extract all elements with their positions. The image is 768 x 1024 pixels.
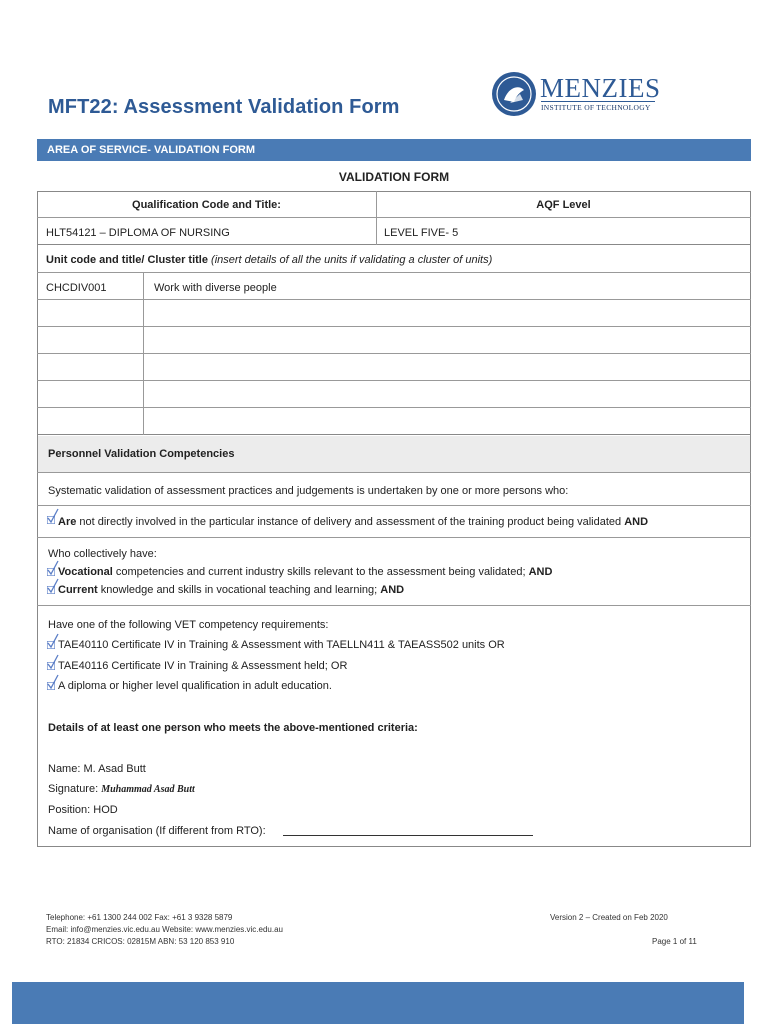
criterion-current: Current knowledge and skills in vocational teaching and learning; AND — [58, 584, 405, 596]
position-field: Position: HOD — [48, 804, 118, 816]
checkbox-icon[interactable]: ☐ — [46, 640, 56, 652]
footer-rto: RTO: 21834 CRICOS: 02815M ABN: 53 120 853 910 — [46, 937, 235, 946]
signature-field: Signature: Muhammad Asad Butt — [48, 783, 195, 795]
vet-item: TAE40110 Certificate IV in Training & Assessment with TAELLN411 & TAEASS502 units OR — [58, 639, 505, 651]
footer-version: Version 2 – Created on Feb 2020 — [550, 913, 668, 922]
aqf-level-value: LEVEL FIVE- 5 — [384, 227, 459, 239]
details-heading: Details of at least one person who meets the above-mentioned criteria: — [48, 722, 418, 734]
checkbox-icon[interactable]: ☐ — [46, 661, 56, 673]
footer-phone: Telephone: +61 1300 244 002 Fax: +61 3 9328 5879 — [46, 913, 233, 922]
checkbox-icon[interactable]: ☐ — [46, 681, 56, 693]
logo-subtitle: INSTITUTE OF TECHNOLOGY — [541, 101, 655, 112]
personnel-intro: Systematic validation of assessment practices and judgements is undertaken by one or more persons who: — [48, 485, 569, 497]
unit-title: Work with diverse people — [154, 282, 277, 294]
criterion-vocational: Vocational competencies and current industry skills relevant to the assessment being validated; AND — [58, 566, 553, 578]
vet-item: TAE40116 Certificate IV in Training & Assessment held; OR — [58, 660, 348, 672]
qualification-code-header: Qualification Code and Title: — [132, 199, 281, 211]
checkbox-icon[interactable]: ☐ — [46, 567, 56, 579]
qualification-code-value: HLT54121 – DIPLOMA OF NURSING — [46, 227, 230, 239]
footer-bar — [12, 982, 744, 1024]
collectively-label: Who collectively have: — [48, 548, 157, 560]
organisation-input-line[interactable] — [283, 835, 533, 836]
form-subheading: VALIDATION FORM — [338, 170, 450, 184]
organisation-field: Name of organisation (If different from RTO): — [48, 825, 266, 837]
criterion-are: Are not directly involved in the particular instance of delivery and assessment of the training product being validated AND — [58, 516, 649, 528]
checkbox-icon[interactable]: ☐ — [46, 515, 56, 527]
unit-code: CHCDIV001 — [46, 282, 107, 294]
footer-email: Email: info@menzies.vic.edu.au Website: www.menzies.vic.edu.au — [46, 925, 283, 934]
name-field: Name: M. Asad Butt — [48, 763, 146, 775]
signature-value: Muhammad Asad Butt — [101, 784, 195, 795]
checkbox-icon[interactable]: ☐ — [46, 585, 56, 597]
vet-intro: Have one of the following VET competency requirements: — [48, 619, 329, 631]
page-title: MFT22: Assessment Validation Form — [48, 96, 400, 118]
aqf-level-header: AQF Level — [536, 199, 591, 211]
section-banner: AREA OF SERVICE- VALIDATION FORM — [37, 139, 751, 161]
vet-item: A diploma or higher level qualification in adult education. — [58, 680, 332, 692]
page-number: Page 1 of 11 — [652, 937, 697, 946]
units-header: Unit code and title/ Cluster title (insert details of all the units if validating a cluster of units) — [46, 254, 493, 266]
footer-contact — [46, 912, 283, 948]
logo-name: MENZIES — [540, 73, 661, 103]
personnel-heading: Personnel Validation Competencies — [48, 448, 235, 460]
